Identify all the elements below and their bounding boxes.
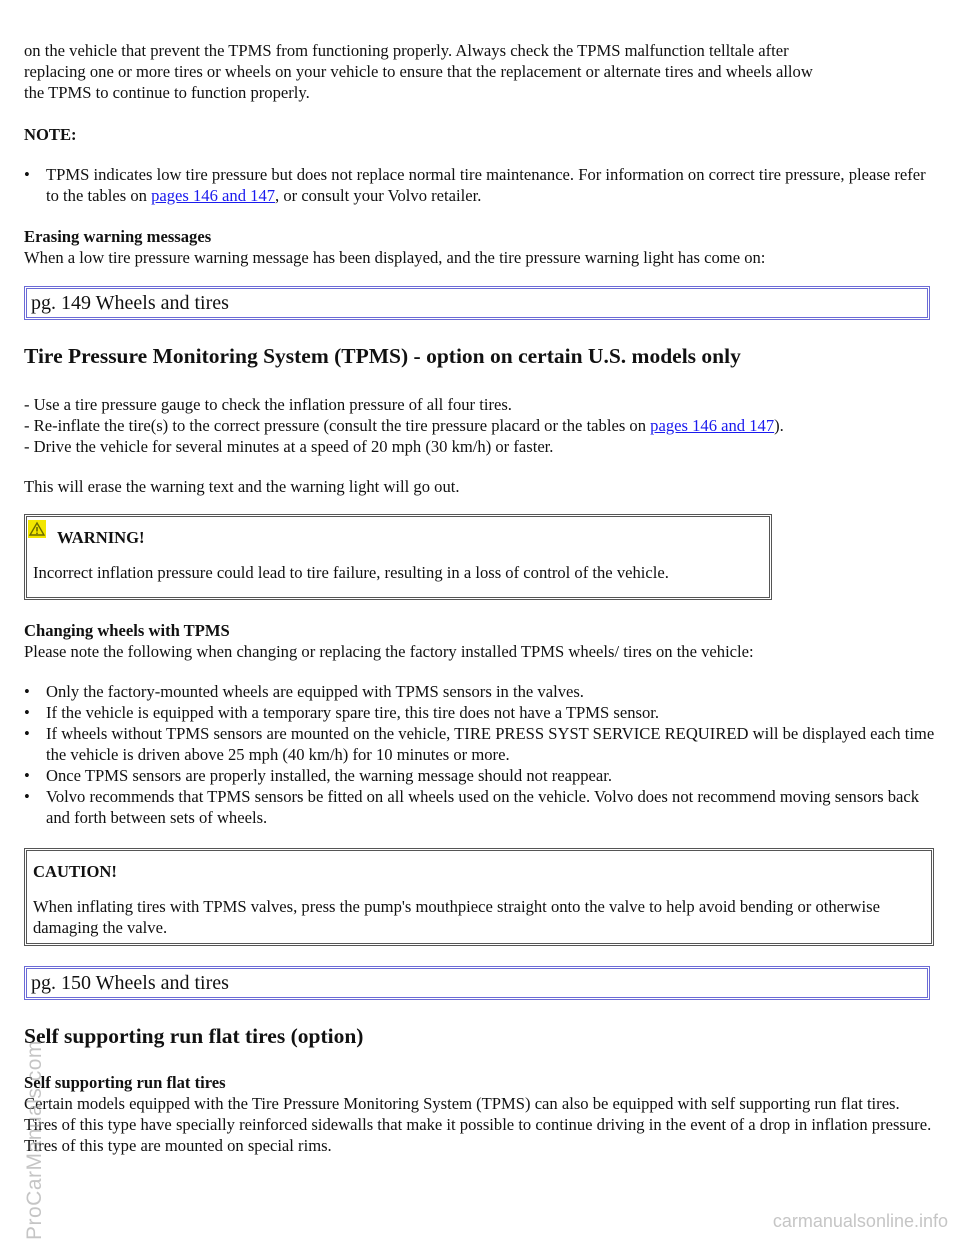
changing-bullets <box>24 681 936 828</box>
warning-heading: WARNING! <box>57 528 145 547</box>
bullet-icon: • <box>24 787 30 806</box>
list-item: • Volvo recommends that TPMS sensors be fitted on all wheels used on the vehicle. Volvo does not recommend moving sensors back and forth between sets of wheels. <box>24 787 920 827</box>
erase-result: This will erase the warning text and the warning light will go out. <box>24 477 460 496</box>
run-flat-section <box>24 1072 936 1156</box>
intro-paragraph <box>24 40 936 103</box>
caution-box <box>24 848 934 946</box>
changing-heading: Changing wheels with TPMS <box>24 621 230 640</box>
pages-146-147-link[interactable]: pages 146 and 147 <box>650 416 775 435</box>
bullet-icon: • <box>24 682 30 701</box>
bullet-icon: • <box>24 766 30 785</box>
step-2: - Re-inflate the tire(s) to the correct pressure (consult the tire pressure placard or the tables on pages 146 and 147). <box>24 416 784 435</box>
changing-text: Please note the following when changing or replacing the factory installed TPMS wheels/ tires on the vehicle: <box>24 642 754 661</box>
changing-section <box>24 620 936 662</box>
erasing-text: When a low tire pressure warning message has been displayed, and the tire pressure warning light has come on: <box>24 248 766 267</box>
warning-box <box>24 514 772 600</box>
step-3: - Drive the vehicle for several minutes at a speed of 20 mph (30 km/h) or faster. <box>24 437 554 456</box>
run-flat-subheading: Self supporting run flat tires <box>24 1073 226 1092</box>
page-149-header: pg. 149 Wheels and tires <box>24 286 930 320</box>
erasing-heading: Erasing warning messages <box>24 227 212 246</box>
step-1: - Use a tire pressure gauge to check the inflation pressure of all four tires. <box>24 395 512 414</box>
run-flat-para-1: Certain models equipped with the Tire Pressure Monitoring System (TPMS) can also be equipped with self supporting run flat tires. <box>24 1094 900 1113</box>
note-bullet: • TPMS indicates low tire pressure but does not replace normal tire maintenance. For information on correct tire pressure, please refer to the tables on pages 146 and 147, or consult your Volvo retailer. <box>24 165 926 205</box>
warning-text: Incorrect inflation pressure could lead to tire failure, resulting in a loss of control of the vehicle. <box>33 563 669 582</box>
list-item: • If the vehicle is equipped with a temporary spare tire, this tire does not have a TPMS sensor. <box>24 703 660 722</box>
bullet-icon: • <box>24 165 30 184</box>
tpms-title: Tire Pressure Monitoring System (TPMS) - option on certain U.S. models only <box>24 344 741 368</box>
bullet-icon: • <box>24 703 30 722</box>
list-item: • If wheels without TPMS sensors are mounted on the vehicle, TIRE PRESS SYST SERVICE REQUIRED will be displayed each time the vehicle is driven above 25 mph (40 km/h) for 10 minutes or more. <box>24 724 935 764</box>
page-150-header: pg. 150 Wheels and tires <box>24 966 930 1000</box>
footer-watermark: carmanualsonline.info <box>772 1211 948 1231</box>
note-section <box>24 164 936 206</box>
list-item: • Only the factory-mounted wheels are equipped with TPMS sensors in the valves. <box>24 682 584 701</box>
run-flat-para-2: Tires of this type have specially reinforced sidewalls that make it possible to continue driving in the event of a drop in inflation pressure. Tires of this type are mounted on special rims. <box>24 1115 932 1155</box>
intro-line-2: replacing one or more tires or wheels on your vehicle to ensure that the replacement or alternate tires and wheels allow <box>24 62 813 81</box>
note-heading: NOTE: <box>24 125 77 144</box>
list-item: • Once TPMS sensors are properly installed, the warning message should not reappear. <box>24 766 613 785</box>
bullet-icon: • <box>24 724 30 743</box>
caution-heading: CAUTION! <box>33 862 117 881</box>
erase-steps <box>24 394 936 457</box>
pages-146-147-link[interactable]: pages 146 and 147 <box>151 186 276 205</box>
intro-line-3: the TPMS to continue to function properly. <box>24 83 310 102</box>
intro-line-1: on the vehicle that prevent the TPMS from functioning properly. Always check the TPMS malfunction telltale after <box>24 41 789 60</box>
erasing-section <box>24 226 936 268</box>
side-watermark: ProCarManuals.com <box>23 1040 46 1240</box>
caution-text: When inflating tires with TPMS valves, press the pump's mouthpiece straight onto the valve to help avoid bending or otherwise damaging the valve. <box>33 897 880 937</box>
run-flat-title: Self supporting run flat tires (option) <box>24 1024 364 1048</box>
